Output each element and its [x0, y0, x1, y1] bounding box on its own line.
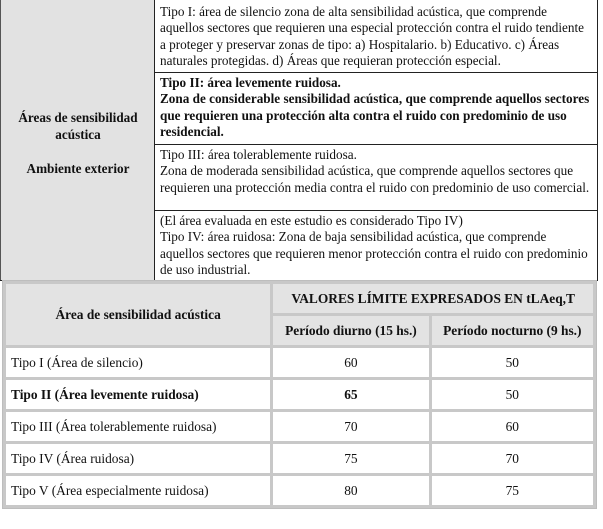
- row-night-value: 70: [432, 444, 593, 473]
- header-day-period: Período diurno (15 hs.): [273, 316, 428, 345]
- row-day-value: 65: [273, 380, 428, 409]
- tipo-3-title: Tipo III: área tolerablemente ruidosa.: [160, 147, 357, 162]
- table-row: [6, 412, 593, 441]
- table-row: [6, 380, 593, 409]
- row-day-value: 60: [273, 348, 428, 377]
- tipo-4-note: (El área evaluada en este estudio es considerado Tipo IV): [160, 213, 463, 228]
- tipo-2-text: Zona de considerable sensibilidad acústica, que comprende aquellos sectores que requieren una protección alta contra el ruido con predominio de uso residencial.: [160, 91, 590, 140]
- row-night-value: 50: [432, 380, 593, 409]
- tipo-2-title: Tipo II: área levemente ruidosa.: [160, 75, 341, 90]
- area-category-cell: [1, 0, 155, 281]
- tipo-3-description: [155, 145, 598, 211]
- row-day-value: 70: [273, 412, 428, 441]
- table-row: [6, 348, 593, 377]
- table-row: [6, 476, 593, 505]
- tipo-1-description: Tipo I: área de silencio zona de alta sensibilidad acústica, que comprende aquellos sectores que requieren una especial protección contra el ruido tendiente a proteger y preservar zonas de tipo: a) Hospitalario. b) Educativo. c) Áreas naturales protegidas. d) Áreas que requieran protección especial.: [155, 0, 598, 73]
- row-night-value: 60: [432, 412, 593, 441]
- tipo-4-description: [155, 211, 598, 281]
- row-day-value: 75: [273, 444, 428, 473]
- environment-label: Ambiente exterior: [26, 161, 130, 177]
- noise-limits-table: [2, 280, 597, 509]
- row-day-value: 80: [273, 476, 428, 505]
- tipo-3-text: Zona de moderada sensibilidad acústica, que comprende aquellos sectores que requieren una protección media contra el ruido con predominio de uso comercial.: [160, 163, 590, 195]
- row-area: Tipo V (Área especialmente ruidosa): [6, 476, 270, 505]
- row-area: Tipo I (Área de silencio): [6, 348, 270, 377]
- row-night-value: 75: [432, 476, 593, 505]
- header-limit-values: VALORES LÍMITE EXPRESADOS EN tLAeq,T: [273, 284, 593, 313]
- row-area: Tipo II (Área levemente ruidosa): [6, 380, 270, 409]
- row-area: Tipo IV (Área ruidosa): [6, 444, 270, 473]
- row-night-value: 50: [432, 348, 593, 377]
- tipo-2-description: [155, 73, 598, 145]
- header-night-period: Período nocturno (9 hs.): [432, 316, 593, 345]
- tipo-4-text: Tipo IV: área ruidosa: Zona de baja sensibilidad acústica, que comprende aquellos sectores que requieren menor protección contra el ruido con predominio de uso industrial.: [160, 229, 588, 278]
- row-area: Tipo III (Área tolerablemente ruidosa): [6, 412, 270, 441]
- header-area: Área de sensibilidad acústica: [6, 284, 270, 345]
- table-row: [6, 444, 593, 473]
- area-category-label: Áreas de sensibilidad acústica: [18, 110, 138, 142]
